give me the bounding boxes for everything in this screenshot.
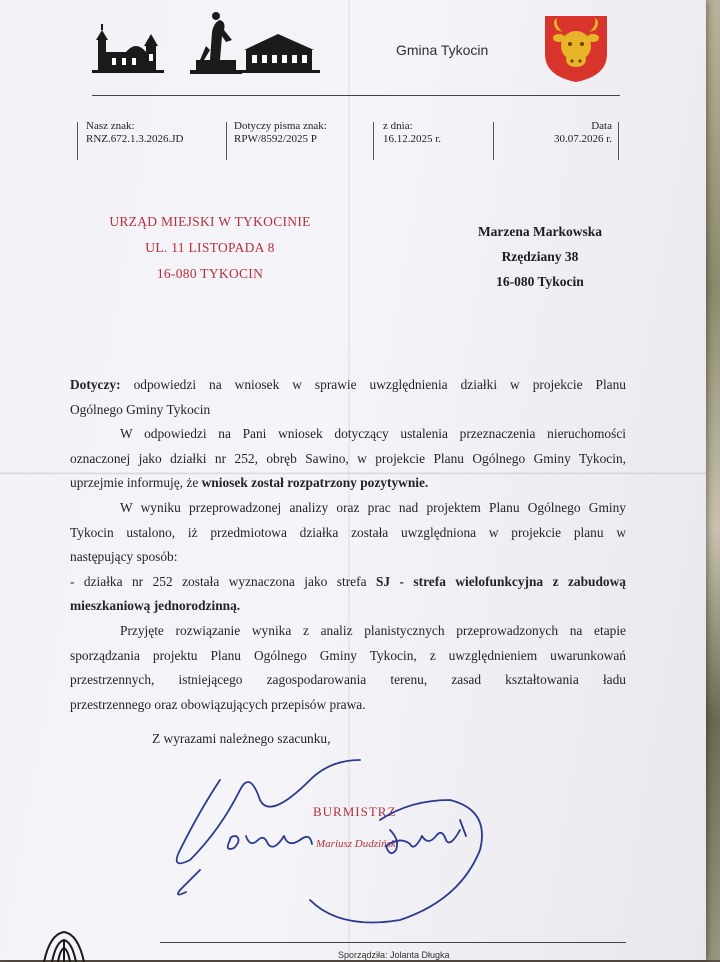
decision-highlight: wniosek został rozpatrzony pozytywnie. xyxy=(201,475,429,491)
town-landmarks-illustration xyxy=(92,10,322,80)
signatory-name: Mariusz Dudziński xyxy=(316,838,399,850)
recipient-name: Marzena Markowska xyxy=(477,224,603,239)
letter-reference-value: RPW/8592/2025 P xyxy=(234,133,317,145)
sender-line-1: URZĄD MIEJSKI W TYKOCINIE xyxy=(109,214,311,229)
recipient-street: Rzędziany 38 xyxy=(501,249,579,264)
paragraph-2-line-2: Tykocin ustalono, iż przedmiotowa działka została uwzględniona w projekcie planu w xyxy=(70,524,626,540)
footer-divider xyxy=(160,942,626,943)
letter-date xyxy=(383,120,441,145)
paragraph-4-line-1: Przyjęte rozwiązanie wynika z analiz planistycznych przeprowadzonych na etapie xyxy=(120,622,626,638)
our-reference-value: RNZ.672.1.3.2026.JD xyxy=(86,133,184,145)
issue-date-label: Data xyxy=(591,120,612,132)
paragraph-3-line-2 xyxy=(70,594,626,619)
footer-emblem-icon xyxy=(40,928,88,962)
subject-label: Dotyczy: xyxy=(70,377,121,392)
letter-body xyxy=(70,373,626,717)
paragraph-2-line-3: następujący sposób: xyxy=(70,549,178,565)
paragraph-1-line-2: oznaczonej jako działki nr 252, obręb Sawino, w projekcie Planu Ogólnego Gminy Tykocin, xyxy=(70,450,626,466)
issue-date-value: 30.07.2026 r. xyxy=(553,133,612,145)
subject-line-1 xyxy=(70,373,626,398)
paragraph-1-text: uprzejmie informuję, że xyxy=(70,475,199,491)
subject-line-2: Ogólnego Gminy Tykocin xyxy=(70,401,211,417)
zone-name: SJ - strefa wielofunkcyjna z zabudową xyxy=(375,573,626,589)
recipient-city: 16-080 Tykocin xyxy=(496,274,584,289)
zone-name-cont: mieszkaniową jednorodzinną. xyxy=(70,598,241,614)
letter-reference-label: Dotyczy pisma znak: xyxy=(234,120,327,132)
recipient-address xyxy=(440,224,640,299)
paragraph-1-line-3 xyxy=(70,471,626,496)
header-divider xyxy=(92,95,620,96)
handwritten-signature xyxy=(160,740,500,940)
subject-text-1: odpowiedzi na wniosek w sprawie uwzględnienia działki w projekcie Planu xyxy=(133,377,626,392)
letter-reference xyxy=(234,120,327,145)
paragraph-2-line-1: W wyniku przeprowadzonej analizy oraz prac nad projektem Planu Ogólnego Gminy xyxy=(120,499,626,515)
letter-date-value: 16.12.2025 r. xyxy=(383,133,442,145)
sender-line-2: UL. 11 LISTOPADA 8 xyxy=(145,240,275,255)
our-reference-label: Nasz znak: xyxy=(86,120,135,132)
prepared-by: Sporządziła: Jolanta Długka xyxy=(338,950,450,960)
bison-head-icon xyxy=(543,14,609,84)
letter-date-label: z dnia: xyxy=(383,120,413,132)
signatory-title: BURMISTRZ xyxy=(313,804,397,819)
zone-text: - działka nr 252 została wyznaczona jako strefa xyxy=(70,573,367,589)
issue-date xyxy=(520,120,612,145)
paragraph-4-line-3: przestrzennych, istniejącego zagospodarowania terenu, zasad kształtowania ładu xyxy=(70,672,626,688)
paragraph-1-line-1: W odpowiedzi na Pani wniosek dotyczący ustalenia przeznaczenia nieruchomości xyxy=(120,426,626,442)
sender-line-3: 16-080 TYKOCIN xyxy=(156,266,264,281)
closing-greeting: Z wyrazami należnego szacunku, xyxy=(152,731,331,746)
paragraph-3-line-1 xyxy=(70,570,626,595)
reference-block xyxy=(0,120,706,164)
paragraph-4-line-4: przestrzennego oraz obowiązujących przepisów prawa. xyxy=(70,696,366,712)
sender-address xyxy=(90,214,330,292)
gmina-name: Gmina Tykocin xyxy=(396,42,489,58)
paragraph-4-line-2: sporządzania projektu Planu Ogólnego Gminy Tykocin, z uwzględnieniem uwarunkowań xyxy=(70,647,626,663)
our-reference xyxy=(86,120,183,145)
